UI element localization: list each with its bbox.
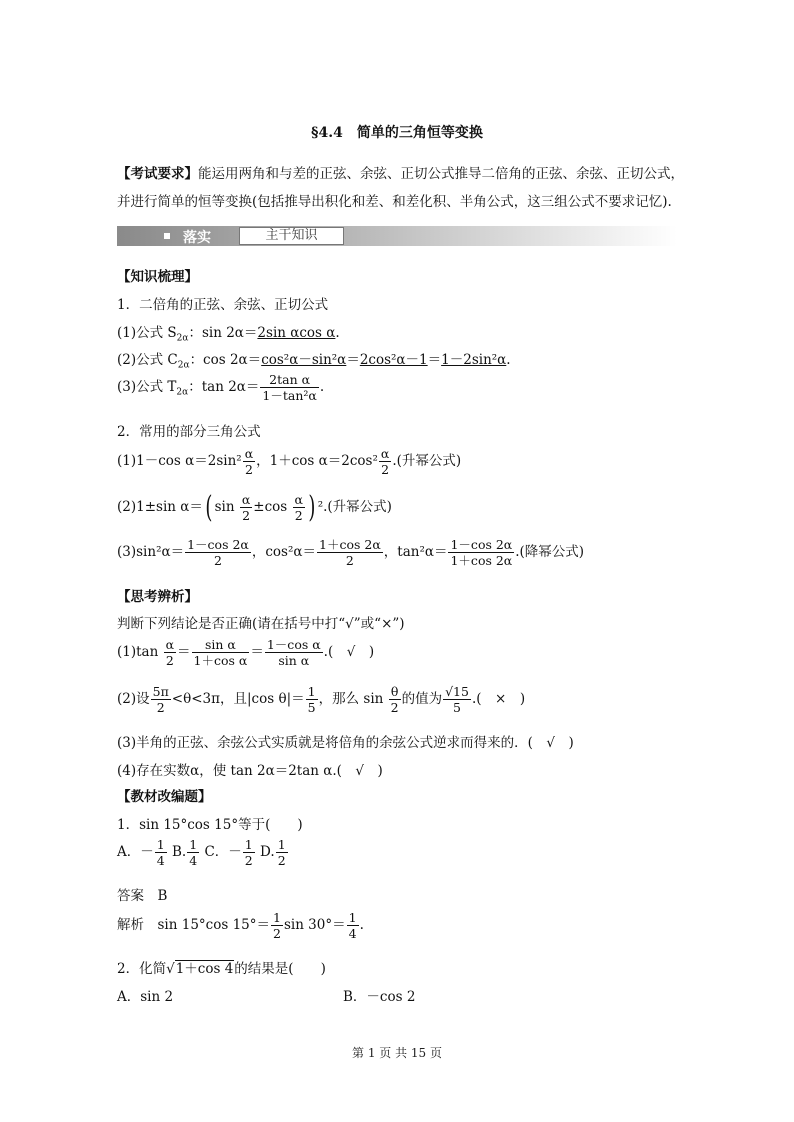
denominator: 2 — [345, 553, 354, 568]
fraction — [265, 637, 323, 668]
question-3: (3)半角的正弦、余弦公式实质就是将倍角的余弦公式逆求而得来的．( √ ) — [117, 735, 574, 751]
problem-1: 1．sin 15°cos 15°等于( ) — [117, 817, 303, 833]
page-title: §4.4 简单的三角恒等变换 — [311, 125, 483, 141]
problem-2-option-a: A．sin 2 — [117, 989, 174, 1005]
formula-g2 — [117, 489, 392, 525]
denominator: 2 — [294, 508, 303, 523]
fraction — [443, 684, 471, 715]
text: . — [506, 352, 511, 368]
explanation — [117, 910, 364, 941]
numerator: α — [294, 492, 303, 507]
denominator: 5 — [307, 700, 316, 715]
text: .(降幂公式) — [515, 544, 585, 560]
fraction — [306, 684, 318, 715]
fraction — [151, 684, 171, 715]
text: <θ<3π，且|cos θ|＝ — [171, 691, 305, 707]
denominator: 5 — [453, 700, 461, 715]
text: ＝ — [177, 644, 191, 660]
thinking-heading: 【思考辨析】 — [117, 589, 198, 605]
formula-g3 — [117, 537, 584, 568]
denominator: 4 — [348, 926, 357, 941]
text: ，那么 sin — [318, 691, 388, 707]
answer: 2cos²α－1 — [359, 352, 428, 368]
text: 解析 sin 15°cos 15°＝ — [117, 917, 270, 933]
denominator: 1－tan²α — [262, 388, 317, 403]
denominator: 1＋cos 2α — [450, 553, 513, 568]
numerator: 1 — [307, 684, 316, 699]
question-4: (4)存在实数α，使 tan 2α＝2tan α.( √ ) — [117, 763, 383, 779]
text: 的值为 — [401, 691, 443, 707]
option-a: A．－ — [117, 844, 154, 860]
formula-s2a — [117, 321, 340, 344]
numerator: α — [380, 446, 390, 461]
problem-2-option-b: B．－cos 2 — [343, 989, 416, 1005]
fraction — [155, 837, 167, 868]
fraction — [317, 537, 383, 568]
fraction — [448, 537, 514, 568]
banner-box: 主干知识 — [239, 227, 344, 245]
text: . — [319, 379, 325, 395]
textbook-heading: 【教材改编题】 — [117, 789, 212, 805]
answer: 1－2sin²α — [441, 352, 507, 368]
text: (1)1－cos α＝2sin² — [117, 453, 242, 469]
text: ＝ — [346, 352, 360, 368]
text: 的结果是( ) — [234, 961, 326, 977]
denominator: 2 — [165, 653, 174, 668]
denominator: 2 — [156, 700, 165, 715]
page-footer: 第 1 页 共 15 页 — [352, 1046, 442, 1060]
text: (2)1±sin α＝ — [117, 499, 203, 515]
numerator: sin α — [192, 637, 250, 653]
text: ：cos 2α＝ — [189, 352, 262, 368]
fraction — [243, 446, 255, 477]
subscript: 2α — [176, 333, 189, 344]
option-d: D. — [255, 844, 275, 860]
fraction — [379, 446, 391, 477]
fraction — [164, 637, 176, 668]
text: ：sin 2α＝ — [188, 325, 258, 341]
text: ，cos²α＝ — [251, 544, 317, 560]
fraction — [293, 492, 305, 523]
text: ，1＋cos α＝2cos² — [256, 453, 378, 469]
text: (1)tan — [117, 644, 163, 660]
exam-requirements — [117, 160, 687, 216]
numerator: 1－cos 2α — [450, 537, 513, 552]
text: ：tan 2α＝ — [188, 379, 260, 395]
text: (1)公式 S — [117, 325, 177, 341]
denominator: sin α — [278, 653, 310, 668]
radicand: 1＋cos 4 — [175, 961, 234, 977]
numerator: θ — [389, 684, 401, 700]
denominator: 1＋cos α — [193, 653, 248, 668]
question-1 — [117, 637, 374, 668]
numerator: 5π — [152, 684, 169, 699]
option-b: B. — [167, 844, 187, 860]
numerator: α — [241, 492, 251, 507]
denominator: 2 — [242, 508, 251, 523]
denominator: 4 — [189, 853, 198, 868]
subscript: 2α — [177, 360, 190, 371]
text: ＝ — [427, 352, 442, 368]
fraction — [389, 684, 401, 715]
numerator: 2tan α — [260, 372, 318, 388]
answer: 2sin αcos α — [257, 325, 336, 341]
problem-2 — [117, 957, 326, 977]
answer: .( √ ) — [323, 644, 375, 660]
fraction — [271, 910, 283, 941]
fraction — [347, 910, 359, 941]
answer-label: 答案 B — [117, 888, 168, 904]
numerator: 1 — [273, 910, 281, 925]
numerator: √15 — [445, 684, 469, 699]
text: . — [359, 917, 364, 933]
thinking-intro: 判断下列结论是否正确(请在括号中打“√”或“×”) — [117, 616, 405, 632]
text: (2)公式 C — [117, 352, 178, 368]
denominator: 2 — [273, 926, 281, 941]
item2-title: 2．常用的部分三角公式 — [117, 424, 261, 440]
banner-square-icon — [164, 233, 170, 239]
numerator: 1 — [348, 910, 357, 925]
text: . — [335, 325, 340, 341]
right-paren: ) — [308, 489, 316, 525]
text: (3)公式 T — [117, 379, 177, 395]
fraction — [185, 537, 251, 568]
denominator: 2 — [214, 553, 222, 568]
answer: cos²α－sin²α — [261, 352, 347, 368]
text: sin — [214, 499, 239, 515]
exam-req-text: 能运用两角和与差的正弦、余弦、正切公式推导二倍角的正弦、余弦、正切公式，并进行简单的恒等变换(包括推导出积化和差、和差化积、半角公式，这三组公式不要求记忆). — [117, 166, 684, 210]
text: (2)设 — [117, 691, 150, 707]
text: ±cos — [253, 499, 292, 515]
formula-g1 — [117, 446, 461, 477]
numerator: 1＋cos 2α — [319, 537, 381, 552]
denominator: 2 — [390, 700, 399, 715]
text: 2．化简 — [117, 961, 167, 977]
fraction — [243, 837, 255, 868]
text: ＝ — [250, 644, 264, 660]
item1-title: 1．二倍角的正弦、余弦、正切公式 — [117, 297, 329, 313]
sqrt-icon: √ — [166, 961, 175, 977]
problem-1-options — [117, 837, 289, 868]
section-banner — [117, 226, 677, 246]
text: sin 30°＝ — [283, 917, 346, 933]
denominator: 2 — [244, 462, 253, 477]
subscript: 2α — [176, 387, 189, 398]
fraction — [260, 372, 318, 403]
numerator: 1 — [277, 837, 286, 852]
fraction — [276, 837, 288, 868]
left-paren: ( — [205, 489, 213, 525]
denominator: 4 — [156, 853, 165, 868]
text: ，tan²α＝ — [383, 544, 448, 560]
option-c: C．－ — [200, 844, 242, 860]
text: (3)sin²α＝ — [117, 544, 185, 560]
numerator: 1 — [189, 837, 198, 852]
formula-c2a — [117, 348, 511, 371]
text: ².(升幂公式) — [317, 499, 392, 515]
knowledge-heading: 【知识梳理】 — [117, 269, 198, 285]
numerator: 1－cos α — [266, 637, 321, 652]
question-2 — [117, 684, 525, 715]
text: .(升幂公式) — [392, 453, 462, 469]
denominator: 2 — [277, 853, 286, 868]
numerator: α — [165, 637, 175, 652]
banner-label: 落实 — [183, 230, 211, 246]
numerator: α — [244, 446, 254, 461]
denominator: 2 — [381, 462, 390, 477]
numerator: 1－cos 2α — [187, 537, 249, 552]
fraction — [240, 492, 252, 523]
numerator: 1 — [156, 837, 165, 852]
formula-t2a — [117, 372, 324, 403]
fraction — [192, 637, 250, 668]
answer: .( × ) — [471, 691, 526, 707]
exam-req-tag: 【考试要求】 — [117, 166, 198, 182]
fraction — [187, 837, 199, 868]
denominator: 2 — [244, 853, 253, 868]
numerator: 1 — [244, 837, 253, 852]
